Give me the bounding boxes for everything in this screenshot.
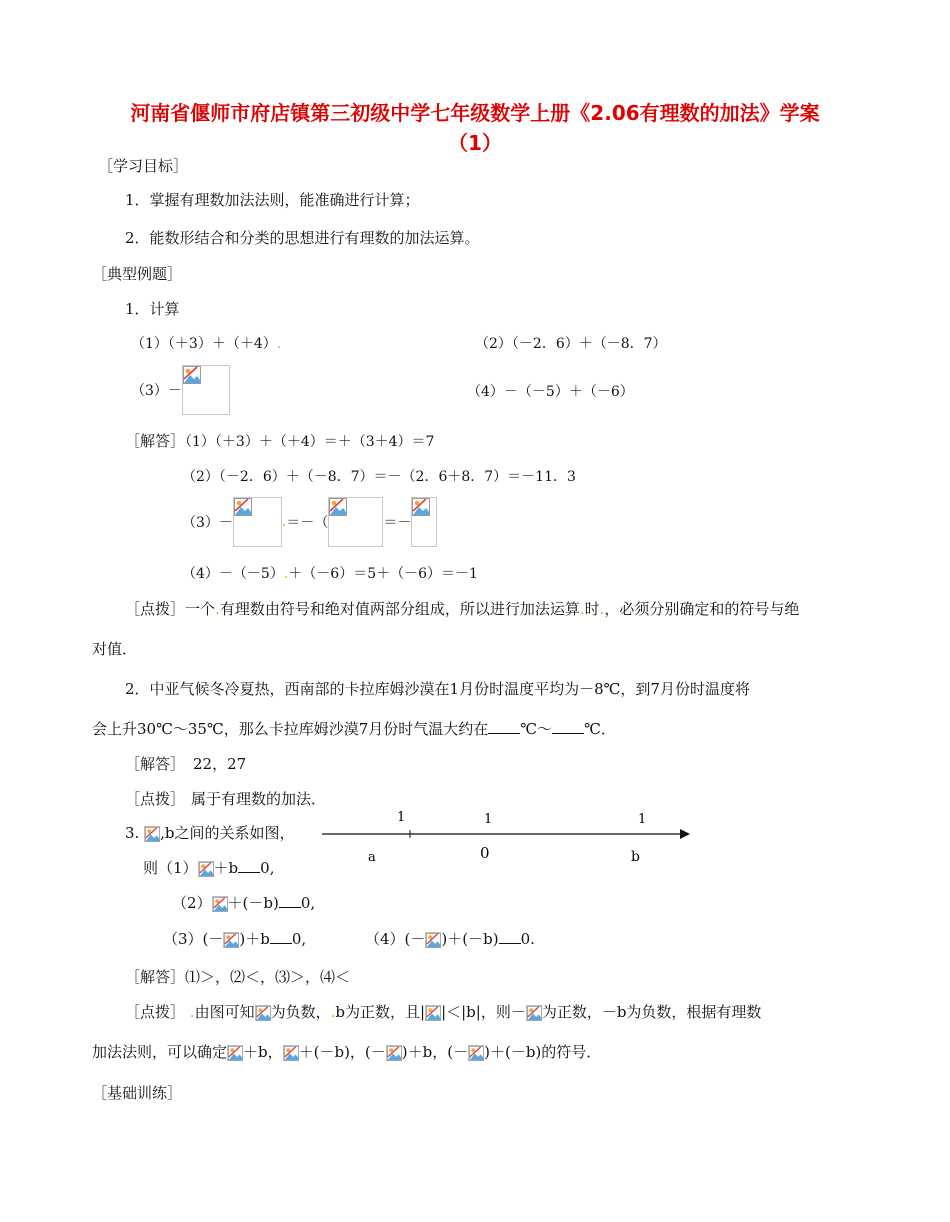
broken-image-icon [527,1006,542,1021]
broken-image-icon [426,1006,441,1021]
fraction-image-placeholder [328,497,383,547]
number-line [318,808,698,868]
example-2-answer: ［解答］ 22，27 [125,755,247,773]
fraction-image-placeholder [233,497,282,547]
document-title: 河南省偃师市府店镇第三初级中学七年级数学上册《2.06有理数的加法》学案 [130,101,820,125]
tick-label: 1 [484,812,493,827]
example-1-answer-3: （3）－ .＝－（ ＝－ [182,497,437,547]
answer-blank [499,942,521,944]
variable-a-image [144,826,160,842]
variable-a-image [283,1045,299,1061]
broken-image-icon [412,498,430,516]
example-3-hint-line1: ［点拨］ .由图可知 为负数，.b为正数，且| |＜|b|，则－ 为正数，－b为负数，根据有理数 [125,1003,762,1021]
example-3-heading: 3. ,b之间的关系如图， [125,824,295,842]
broken-image-icon [145,827,160,842]
answer-blank [270,942,292,944]
section-heading-examples: ［典型例题］ [92,265,183,283]
broken-image-icon [387,1046,402,1061]
tick-label: 1 [638,812,647,827]
example-1-question-1: （1）（＋3）＋（＋4）. [131,336,282,352]
broken-image-icon [329,498,347,516]
fraction-image-placeholder [411,497,437,547]
broken-image-icon [284,1046,299,1061]
fraction-image-placeholder [182,365,230,415]
broken-image-icon [256,1006,271,1021]
objective-item-1: 1．掌握有理数加法法则，能准确进行计算； [125,191,420,209]
variable-a-image [212,896,228,912]
example-2-hint: ［点拨］ 属于有理数的加法． [125,790,327,808]
example-1-question-3: （3）－ [131,365,230,415]
variable-a-image [227,1045,243,1061]
example-1-hint: ［点拨］一个.有理数由符号和绝对值两部分组成，所以进行加法运算.时.，必须分别确定和的符号与绝 [125,600,800,618]
point-label-b: b [631,849,640,865]
variable-a-image [468,1045,484,1061]
broken-image-icon [469,1046,484,1061]
variable-a-image [526,1005,542,1021]
example-3-hint-line2: 加法法则，可以确定 ＋b， ＋(－b)，(－ )＋b，(－ )＋(－b)的符号． [92,1043,602,1061]
example-2-text-line2: 会上升30℃～35℃，那么卡拉库姆沙漠7月份时气温大约在 ℃～ ℃． [92,720,616,738]
example-1-answer-1: （1）（＋3）＋（＋4）＝＋（3＋4）＝7 [185,434,435,450]
variable-a-image [255,1005,271,1021]
objective-item-2: 2．能数形结合和分类的思想进行有理数的加法运算。 [125,229,480,247]
section-heading-basic-training: ［基础训练］ [92,1084,183,1102]
variable-a-image [425,932,441,948]
example-1-heading: 1．计算 [125,300,180,318]
variable-a-image [223,932,239,948]
tick-label: 1 [397,810,406,825]
variable-a-image [425,1005,441,1021]
broken-image-icon [426,933,441,948]
point-label-a: a [368,850,376,865]
broken-image-icon [224,933,239,948]
example-1-answer-label: ［解答］（1）（＋3）＋（＋4）＝＋（3＋4）＝7 [125,432,435,450]
broken-image-icon [199,862,214,877]
broken-image-icon [183,366,201,384]
example-2-text-line1: 2．中亚气候冬冷夏热，西南部的卡拉库姆沙漠在1月份时温度平均为－8℃，到7月份时温度将 [125,680,750,698]
section-heading-objectives: ［学习目标］ [98,157,189,175]
example-3-question-2: （2） ＋(－b) 0, [172,894,316,912]
example-1-hint-line2: 对值． [92,640,138,658]
broken-image-icon [234,498,252,516]
example-3-question-1: 则（1） ＋b 0, [143,859,275,877]
broken-image-icon [213,897,228,912]
origin-label: 0 [480,844,490,862]
variable-a-image [386,1045,402,1061]
example-1-question-2: （2）（－2．6）＋（－8．7） [475,336,667,352]
example-1-question-4: （4）－（－5）＋（－6） [467,384,634,400]
document-title-line2: （1） [448,131,502,155]
broken-image-icon [228,1046,243,1061]
number-line-arrow [680,829,690,839]
answer-blank [238,871,260,873]
example-3-question-4: （4）(－ )＋(－b) 0. [365,930,535,948]
answer-blank [488,732,520,734]
answer-blank [552,732,584,734]
example-3-question-3: （3）(－ )＋b 0, [163,930,307,948]
answer-blank [279,906,301,908]
example-1-answer-4: （4）－（－5）.＋（－6）＝5＋（－6）＝－1 [182,566,478,582]
example-3-answer: ［解答］⑴＞，⑵＜，⑶＞，⑷＜ [125,968,351,986]
variable-a-image [198,861,214,877]
example-1-answer-2: （2）（－2．6）＋（－8．7）＝－（2．6＋8．7）＝－11．3 [182,469,576,485]
